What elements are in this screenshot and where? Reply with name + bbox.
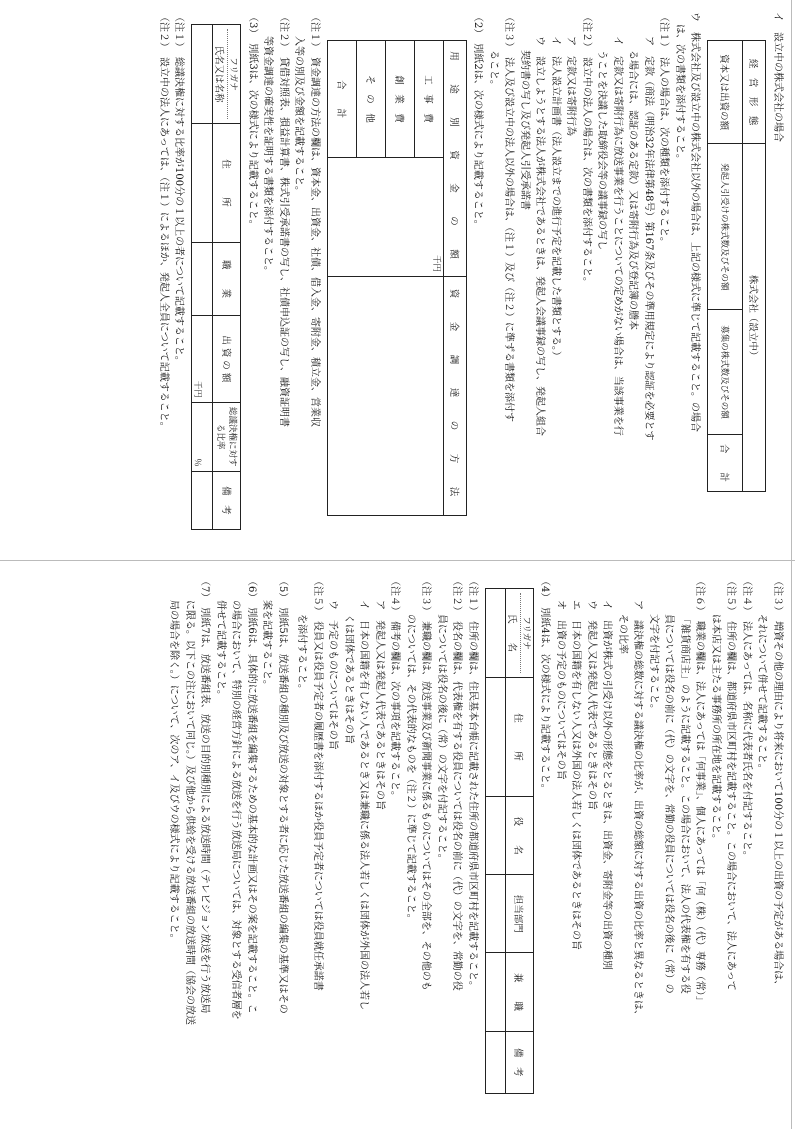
header-address: 住 所 (213, 124, 241, 243)
table2-note-1: （注１） 資金調達の方法の欄は、資本金、出資金、社債、借入金、寄附金、積立金、営業収 (309, 12, 320, 427)
table3-note-1: （注１） 総議決権に対する比率が100分の１以上の者について記載すること。 (173, 12, 185, 366)
table4-note-2: （注２） 役名の欄は、代表権を有する役員については役名の前に（代）の文字を、常勤の役 (451, 576, 463, 991)
note-1-a: ア 定款（商法（明治32年法律第48号）第167条及びその準用規定により認証を必要とす (643, 36, 654, 441)
cell-total: 合 計 (708, 434, 743, 491)
header-fund-method: 資 金 調 達 の 方 法 (444, 277, 467, 516)
table4-note-4-c: ウ 予定のものについてはその旨 (327, 600, 339, 750)
table2-note-2: （注２） 貸借対照表、損益計算書、株式引受承諾書の写し、社債申込証の写し、融資証明書 (278, 12, 289, 427)
table4-note-4-a: ア 発起人又は発起人代表であるときはその旨 (374, 600, 385, 810)
note-3-r: （注３） 増資その他の理由により将来において100分の１以上の出資の予定がある場合は、 (772, 576, 783, 991)
cell-capital-label: 資本又は出資の額 (708, 41, 743, 144)
note-1: （注１） 法人の場合は、次の種類を添付すること。 (658, 12, 670, 247)
row-label-founding: 創 業 費 (386, 41, 415, 158)
header-officer-concurrent: 兼 職 (506, 953, 534, 1031)
section-7: （7） 別紙7は、放送番組表、放送の目的別種別による放送時間（テレビジョン放送を行う放送局 (199, 576, 211, 1014)
table4-note-5: （注５） 役員又は役員予定者の履歴書を添付するほか役員予定者については役員就任承諾書 (312, 576, 323, 991)
section-6: （6） 別紙6は、具体的に放送番組を編集するための基本的な計画又はその案を記載すること。こ (246, 576, 257, 1014)
header-officer-remarks: 備 考 (506, 1031, 534, 1093)
table-business-form (708, 40, 767, 492)
section-2-heading: （2） 別紙2は、次の様式により記載すること。 (472, 12, 484, 230)
section-4-heading: （4） 別紙4は、次の様式により記載すること。 (539, 576, 551, 794)
right-page (0, 564, 795, 1116)
header-occupation: 職 業 (213, 243, 241, 316)
header-officer-title: 役 名 (506, 797, 534, 875)
note-4-r: （注４） 法人にあっては、名称に代表者氏名を付記すること。 (741, 576, 752, 861)
para-u-cont: は、次の書類を添付すること。 (674, 24, 685, 164)
note-1-b: イ 定款又は寄附行為に放送事業を行うことについての定めがない場合は、当該事業を行 (612, 36, 623, 436)
header-officer-dept: 担当部門 (506, 875, 534, 953)
row-label-other: そ の 他 (357, 41, 386, 158)
note-6-r-cont3: 文字を付記すること。 (648, 614, 659, 714)
section-6-cont2: 併せて記載すること。 (215, 600, 226, 700)
table4-note-3-cont: のについては、その代表的なものを（注２）に準じて記載すること。 (405, 614, 416, 924)
note-7-c: ウ 発起人又は発起人代表であるときはその旨 (586, 600, 597, 810)
table4-note-5-cont: を添付すること。 (296, 614, 308, 694)
header-officer-furigana: フリガナ (520, 593, 533, 673)
note-2-b: イ 法人設立計画書（法人設立までの進行予定を記載した書類とする。） (550, 36, 561, 361)
table-fund-usage (327, 40, 467, 516)
note-2-a: ア 定款又は寄附行為 (565, 36, 577, 136)
note-7-a: ア 議決権の総数に対する議決権の比率が、出資の総額に対する出資の比率と異なるときは、 (632, 600, 644, 1020)
table4-note-4-b-cont: くは団体であるときはその旨 (343, 614, 354, 744)
header-officer-name: フリガナ 氏 名 (506, 589, 534, 678)
row-label-construction: 工 事 費 (415, 41, 444, 158)
note-1-a-cont: る場合には、認証のある定款）又は寄附行為及び登記簿の謄本 (627, 50, 639, 330)
left-page (0, 0, 795, 552)
note-2-c: ウ 設立しようとする法人が株式会社であるときは、発起人会議事録の写し、発起人組合 (534, 36, 546, 436)
note-5-r: （注５） 住所の欄は、都道府県市区町村を記載すること。この場合において、法人にあって (725, 576, 737, 991)
note-3-cont: ること。 (488, 50, 499, 90)
table3-note-2: （注２） 設立中の法人にあっては、（注１）によるほか、発起人全員について記載すること。 (158, 12, 169, 432)
header-name: フリガナ 氏名又は名称 (213, 25, 241, 124)
table2-note-1-cont: 入等の別及び金額を記載すること。 (293, 36, 305, 196)
header-fund-amount: 用 途 別 資 金 の 額 (444, 41, 467, 277)
note-2: （注２） 設立中の法人の場合は、次の書類を添付すること。 (581, 12, 592, 287)
page-divider (0, 560, 795, 561)
header-officer-address: 住 所 (506, 678, 534, 797)
note-6-r: （注６） 職業の欄は、法人にあっては「何事業」、個人にあっては「何（株）（代）専務（常）」 (694, 576, 706, 1006)
unit-money: 千円 (192, 315, 213, 402)
note-3: （注３） 法人及び設立中の法人以外の場合は、（注１）及び（注２）に準ずる書類を添付す (503, 12, 515, 422)
section-7-cont2: 局の場合を除く。）について、次のア、イ及びウの様式により記載すること。 (168, 600, 180, 944)
note-6-r-cont2: 員については役名の前に（代）の文字を、常勤の役員については役名の後に（常）の (663, 614, 675, 994)
note-7-e: オ 出資の予定のものについてはその旨 (555, 600, 566, 780)
note-5-r-cont: は本店又は主たる事務所の所在地を記載すること。 (710, 614, 721, 844)
table4-note-2-cont: 員については役名の後に（常）の文字を付記すること。 (436, 614, 447, 864)
section-5-cont: 案を記載すること。 (261, 600, 273, 690)
cell-business-form-value: 株式会社（設立中） (743, 144, 766, 492)
heading-i: イ 設立中の株式会社の場合 (772, 12, 783, 142)
header-voting-ratio: 総議決権に対する比率 (213, 402, 241, 471)
note-1-b-cont: うことを決議した取締役会等の議事録の写し (596, 50, 608, 250)
table4-note-4: （注４） 備考の欄は、次の事項を記載すること。 (389, 576, 401, 801)
note-2-c-cont: 契約書の写し及び発起人引受承諾書 (519, 50, 530, 210)
section-3-heading: （3） 別紙3は、次の様式により記載すること。 (247, 12, 258, 230)
cell-business-form-label: 経 営 形 態 (743, 41, 766, 144)
header-furigana: フリガナ (228, 29, 241, 119)
section-6-cont1: の場合において、特別の経営方針による放送を行う放送局については、対象とする受信者層を (230, 600, 242, 1020)
cell-promoter-shares: 発起人引受けの株式数及びその額 (708, 144, 743, 310)
cell-offered-shares: 募集の株式数及びその額 (708, 310, 743, 435)
note-7-d: エ 日本の国籍を有しない人又は外国の法人若しくは団体であるときはその旨 (570, 600, 582, 950)
table-investors (192, 24, 242, 530)
section-7-cont1: に限る。以下この注において同じ。）及び他から供給を受ける放送番組の放送時間（協会の放送 (184, 600, 195, 1025)
unit-percent: ％ (192, 402, 213, 471)
row-label-total: 合 計 (328, 41, 357, 158)
header-remarks: 備 考 (213, 471, 241, 529)
table4-note-3: （注３） 兼職の欄は、放送事業及び新聞事業に係るものについてはその全部を、その他のも (420, 576, 432, 991)
section-5: （5） 別紙5は、放送番組の種別及び放送の対象とする者に応じた放送番組の編集の基準又はその (277, 576, 288, 1014)
note-7-b: イ 出資が株式の引受け以外の形態をとるときは、出資金、寄附金等の出資の種別 (601, 600, 613, 970)
table-officers (485, 588, 534, 1094)
table4-note-4-b: イ 日本の国籍を有しない人であるとき又は兼職に係る法人若しくは団体が外国の法人若し (358, 600, 370, 1010)
para-u: ウ 株式会社及び設立中の株式会社以外の場合は、上記の様式に準じて記載すること。の場合 (689, 12, 701, 432)
note-3-r-cont: それについて併せて記載すること。 (756, 614, 768, 774)
note-6-r-cont1: 「雑貨商店主」のように記載すること。この場合において、法人の代表権を有する役 (679, 614, 690, 994)
note-7-a-cont: その比率 (617, 614, 628, 654)
table4-note-1: （注１） 住所の欄は、住民基本台帳に記載された住所の都道府県市区町村を記載すること。 (467, 576, 478, 991)
unit-thousand-yen: 千円 (431, 254, 441, 272)
table2-note-2-cont: 等資金調達の確実性を証明する書類を添付すること。 (262, 36, 274, 276)
header-investment: 出 資 の 額 (213, 315, 241, 402)
